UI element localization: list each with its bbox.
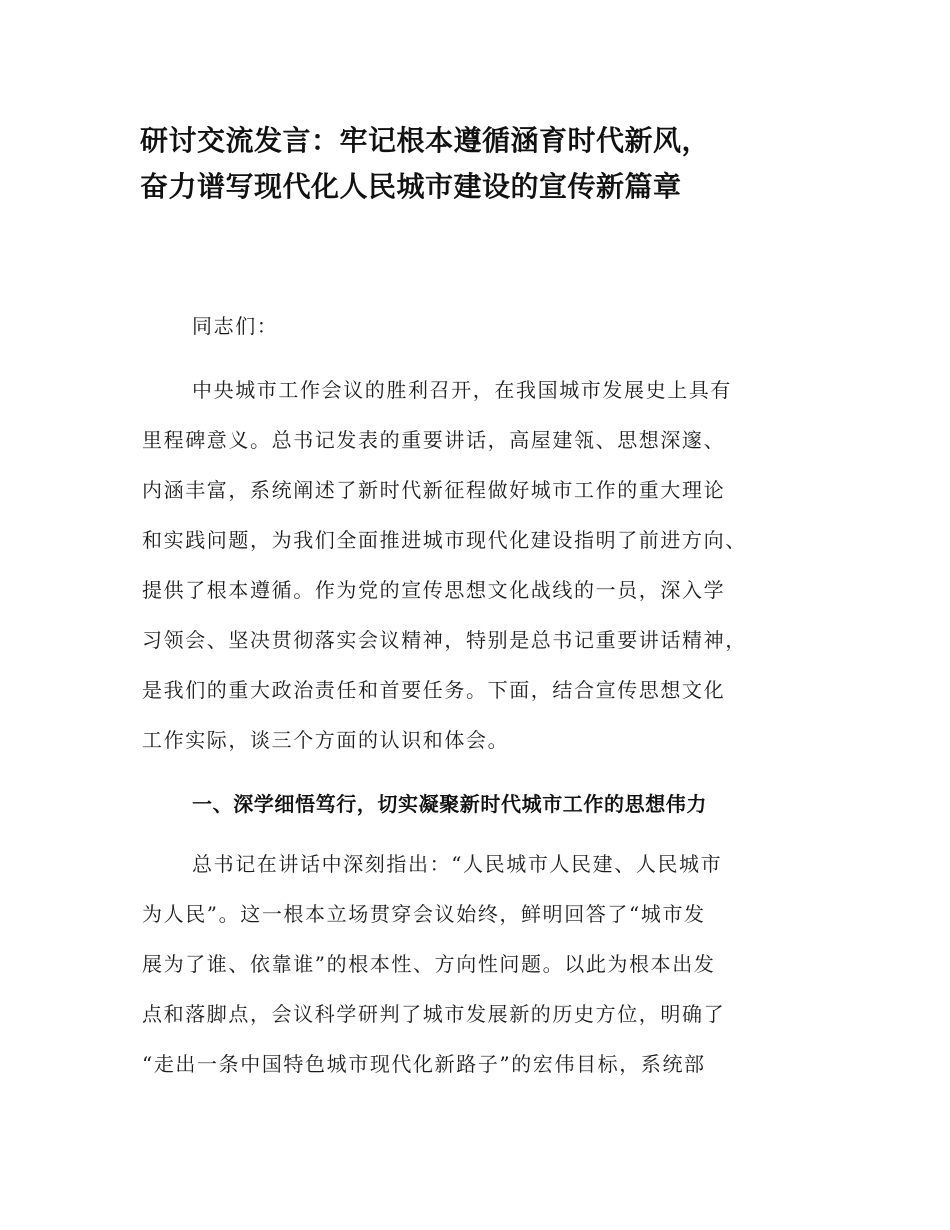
paragraph-line: 是我们的重大政治责任和首要任务。下面，结合宣传思想文化: [142, 678, 726, 702]
paragraph-line: 为人民”。这一根本立场贯穿会议始终，鲜明回答了“城市发: [142, 902, 706, 926]
paragraph-line: 工作实际，谈三个方面的认识和体会。: [142, 728, 510, 752]
paragraph-line: 总书记在讲话中深刻指出：“人民城市人民建、人民城市: [192, 852, 723, 876]
paragraph-line: 内涵丰富，系统阐述了新时代新征程做好城市工作的重大理论: [142, 478, 726, 502]
paragraph-line: 提供了根本遵循。作为党的宣传思想文化战线的一员，深入学: [142, 578, 726, 602]
title-line-2: 奋力谱写现代化人民城市建设的宣传新篇章: [140, 170, 682, 203]
paragraph-1: [142, 374, 747, 757]
paragraph-line: 中央城市工作会议的胜利召开，在我国城市发展史上具有: [192, 378, 732, 402]
title-line-1: 研讨交流发言：牢记根本遵循涵育时代新风，: [140, 124, 711, 157]
section-1-heading: 一、深学细悟笃行，切实凝聚新时代城市工作的思想伟力: [192, 792, 707, 816]
paragraph-line: 习领会、坚决贯彻落实会议精神，特别是总书记重要讲话精神，: [142, 628, 747, 652]
paragraph-line: “走出一条中国特色城市现代化新路子”的宏伟目标，系统部: [142, 1052, 706, 1076]
paragraph-line: 里程碑意义。总书记发表的重要讲话，高屋建瓴、思想深邃、: [142, 428, 726, 452]
paragraph-2: [142, 848, 725, 1081]
greeting: 同志们：: [192, 314, 279, 338]
paragraph-line: 展为了谁、依靠谁”的根本性、方向性问题。以此为根本出发: [142, 952, 716, 976]
document-title: [140, 118, 830, 210]
paragraph-line: 点和落脚点，会议科学研判了城市发展新的历史方位，明确了: [142, 1002, 726, 1026]
paragraph-line: 和实践问题，为我们全面推进城市现代化建设指明了前进方向、: [142, 528, 747, 552]
